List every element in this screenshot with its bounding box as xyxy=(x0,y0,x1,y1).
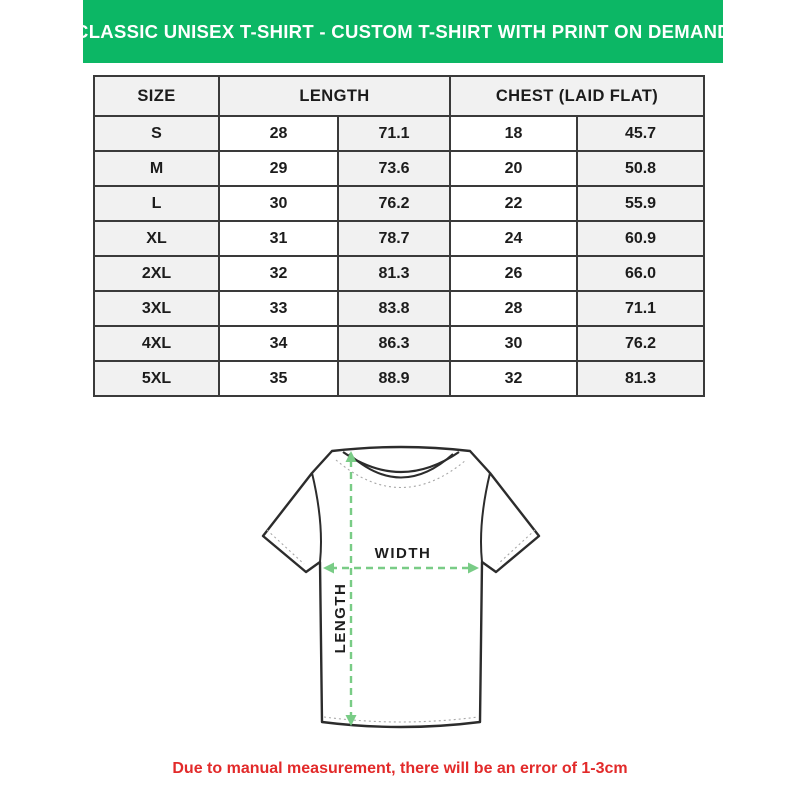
cell-size: 2XL xyxy=(94,256,219,291)
col-header-length: LENGTH xyxy=(219,76,450,116)
measurement-error-note: Due to manual measurement, there will be an error of 1-3cm xyxy=(172,760,628,777)
cell-length-in: 30 xyxy=(219,186,338,221)
cell-chest-in: 20 xyxy=(450,151,577,186)
cell-length-in: 31 xyxy=(219,221,338,256)
cell-chest-in: 18 xyxy=(450,116,577,151)
table-row xyxy=(94,326,704,361)
table-row xyxy=(94,361,704,396)
cell-length-cm: 76.2 xyxy=(338,186,450,221)
cell-length-cm: 78.7 xyxy=(338,221,450,256)
table-row xyxy=(94,151,704,186)
cell-length-cm: 71.1 xyxy=(338,116,450,151)
cell-size: M xyxy=(94,151,219,186)
cell-chest-in: 24 xyxy=(450,221,577,256)
cell-chest-in: 32 xyxy=(450,361,577,396)
cell-chest-cm: 66.0 xyxy=(577,256,704,291)
cell-chest-in: 28 xyxy=(450,291,577,326)
table-row xyxy=(94,186,704,221)
table-header-row xyxy=(94,76,704,116)
cell-chest-in: 22 xyxy=(450,186,577,221)
cell-length-cm: 86.3 xyxy=(338,326,450,361)
cell-chest-cm: 50.8 xyxy=(577,151,704,186)
width-label: WIDTH xyxy=(374,545,432,562)
cell-length-cm: 81.3 xyxy=(338,256,450,291)
cell-length-in: 34 xyxy=(219,326,338,361)
cell-length-in: 29 xyxy=(219,151,338,186)
cell-length-in: 32 xyxy=(219,256,338,291)
cell-size: L xyxy=(94,186,219,221)
length-label: LENGTH xyxy=(332,582,349,654)
cell-size: XL xyxy=(94,221,219,256)
cell-size: 5XL xyxy=(94,361,219,396)
table-row xyxy=(94,291,704,326)
cell-chest-cm: 76.2 xyxy=(577,326,704,361)
cell-size: 3XL xyxy=(94,291,219,326)
tshirt-outline xyxy=(263,447,539,727)
cell-chest-cm: 45.7 xyxy=(577,116,704,151)
cell-chest-cm: 81.3 xyxy=(577,361,704,396)
cell-length-in: 28 xyxy=(219,116,338,151)
table-row xyxy=(94,256,704,291)
cell-length-cm: 73.6 xyxy=(338,151,450,186)
cell-length-in: 35 xyxy=(219,361,338,396)
page-title: CLASSIC UNISEX T-SHIRT - CUSTOM T-SHIRT WITH PRINT ON DEMAND xyxy=(75,20,731,42)
cell-chest-cm: 55.9 xyxy=(577,186,704,221)
header-banner xyxy=(75,0,731,63)
cell-chest-cm: 71.1 xyxy=(577,291,704,326)
cell-length-in: 33 xyxy=(219,291,338,326)
col-header-size: SIZE xyxy=(94,76,219,116)
cell-length-cm: 88.9 xyxy=(338,361,450,396)
cell-length-cm: 83.8 xyxy=(338,291,450,326)
col-header-chest: CHEST (LAID FLAT) xyxy=(450,76,704,116)
cell-size: S xyxy=(94,116,219,151)
cell-size: 4XL xyxy=(94,326,219,361)
cell-chest-in: 30 xyxy=(450,326,577,361)
size-chart-table xyxy=(93,75,705,397)
cell-chest-cm: 60.9 xyxy=(577,221,704,256)
tshirt-measure-diagram xyxy=(240,438,560,748)
table-row xyxy=(94,116,704,151)
table-row xyxy=(94,221,704,256)
cell-chest-in: 26 xyxy=(450,256,577,291)
